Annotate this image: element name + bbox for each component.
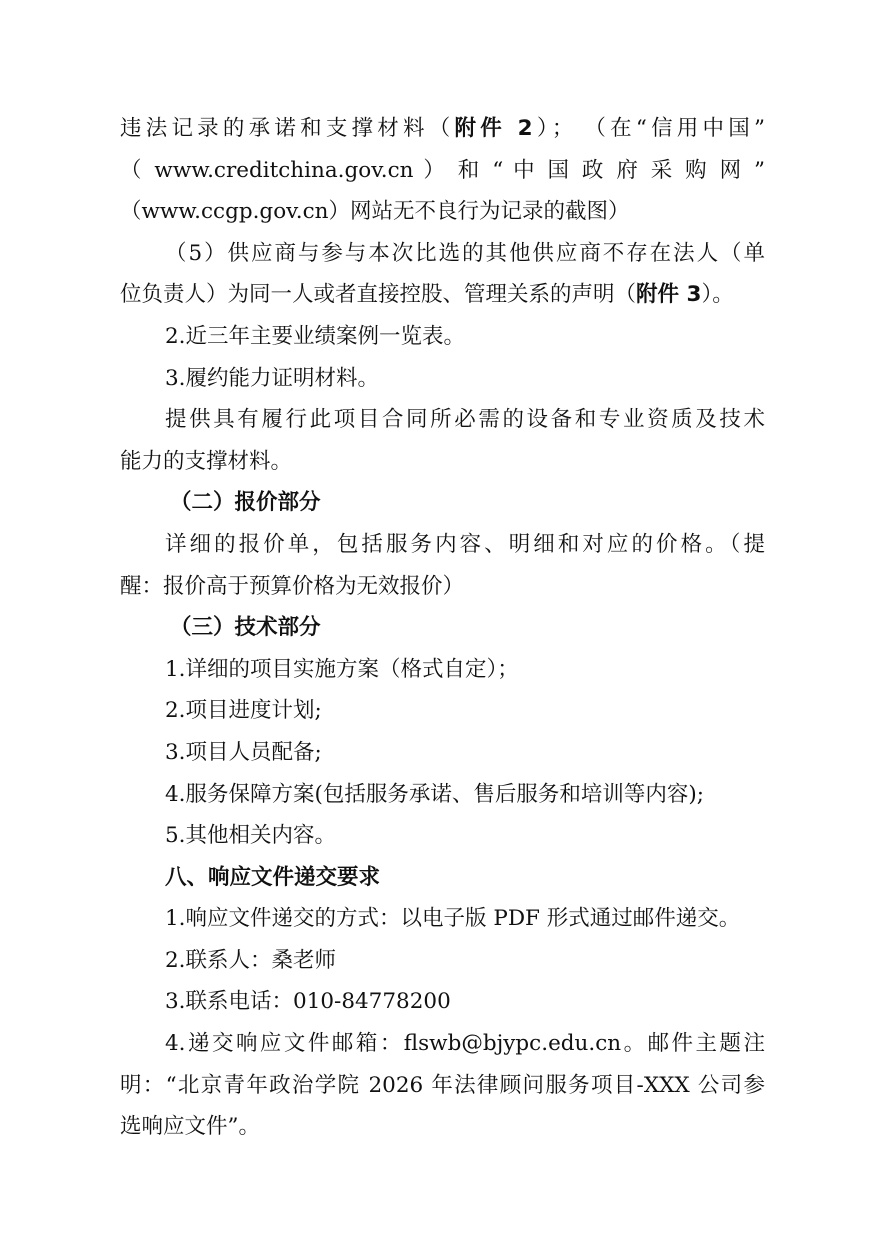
- tech-item-2: 2.项目进度计划;: [165, 698, 322, 724]
- submission-item-4-line-2: 明：“北京青年政治学院 2026 年法律顾问服务项目-XXX 公司参: [120, 1072, 765, 1098]
- attachment-2-ref: 附件 2: [454, 116, 533, 141]
- submission-item-4-line-3: 选响应文件”。: [120, 1114, 260, 1140]
- submission-item-4-line-1: 4.递交响应文件邮箱：flswb@bjypc.edu.cn。邮件主题注: [165, 1031, 765, 1057]
- submission-item-3-phone: 3.联系电话：010-84778200: [165, 989, 451, 1015]
- paragraph-line-2: （ www.creditchina.gov.cn ） 和 “ 中 国 政 府 采 购 网 ”: [120, 157, 765, 183]
- paragraph-line-1: 违法记录的承诺和支撑材料（附件 2）； （在“信用中国”: [120, 116, 765, 141]
- capability-desc-line-1: 提供具有履行此项目合同所必需的设备和专业资质及技术: [165, 407, 765, 433]
- tech-item-1: 1.详细的项目实施方案（格式自定）；: [165, 656, 519, 682]
- tech-item-3: 3.项目人员配备;: [165, 739, 322, 765]
- attachment-3-ref: 附件 3: [636, 282, 702, 308]
- submission-item-1: 1.响应文件递交的方式：以电子版 PDF 形式通过邮件递交。: [165, 906, 741, 932]
- item-5-line-1: （5）供应商与参与本次比选的其他供应商不存在法人（单: [165, 240, 765, 266]
- item-2-performance: 2.近三年主要业绩案例一览表。: [165, 323, 466, 349]
- section-heading-quotation: （二）报价部分: [170, 490, 321, 516]
- document-body: [120, 108, 765, 1148]
- submission-item-2-contact: 2.联系人：桑老师: [165, 947, 337, 973]
- tech-item-5: 5.其他相关内容。: [165, 823, 337, 849]
- capability-desc-line-2: 能力的支撑材料。: [120, 448, 293, 474]
- quotation-desc-line-2: 醒：报价高于预算价格为无效报价）: [120, 573, 465, 599]
- tech-item-4: 4.服务保障方案(包括服务承诺、售后服务和培训等内容);: [165, 781, 705, 807]
- section-heading-technical: （三）技术部分: [170, 615, 321, 641]
- section-heading-submission: 八、响应文件递交要求: [165, 864, 381, 890]
- paragraph-line-3: （www.ccgp.gov.cn）网站无不良行为记录的截图）: [120, 199, 630, 225]
- item-5-line-2: 位负责人）为同一人或者直接控股、管理关系的声明（附件 3）。: [120, 282, 734, 308]
- item-3-capability: 3.履约能力证明材料。: [165, 365, 380, 391]
- quotation-desc-line-1: 详细的报价单，包括服务内容、明细和对应的价格。（提: [165, 531, 765, 557]
